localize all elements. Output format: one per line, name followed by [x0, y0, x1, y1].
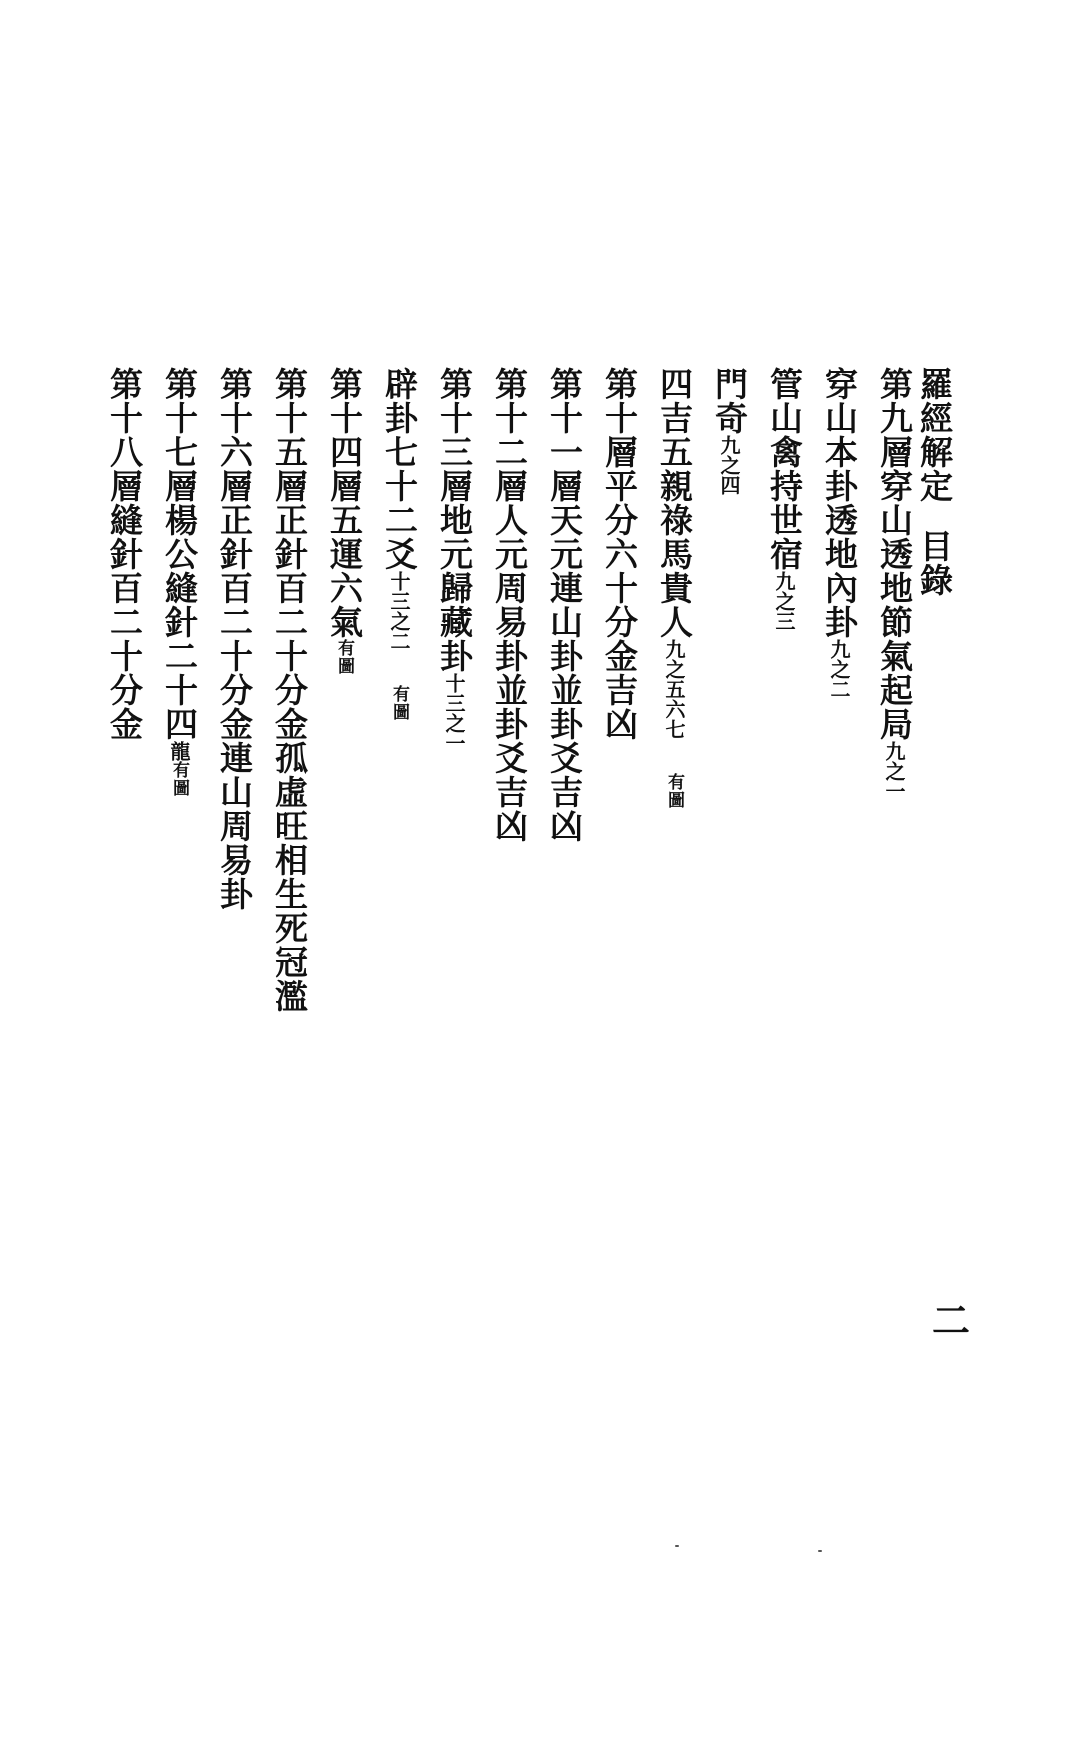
toc-entry-main: 第九層穿山透地節氣起局 [875, 367, 914, 741]
toc-entry-main: 穿山本卦透地內卦 [820, 367, 859, 639]
toc-entry-main: 門奇 [710, 367, 749, 435]
toc-entry [105, 367, 144, 741]
book-title: 羅經解定 [915, 367, 954, 503]
toc-entry-main: 第十六層正針百二十分金連山周易卦 [215, 367, 254, 911]
toc-entry-sub: 十三之一 [442, 673, 466, 753]
toc-entry [820, 367, 859, 699]
toc-entry-sub: 九之二 [827, 639, 851, 699]
toc-entry [270, 367, 309, 1013]
toc-entry-sub: 龍 [167, 741, 191, 761]
toc-entry-main: 辟卦七十二爻 [380, 367, 419, 571]
toc-entry-note: 有圖 [334, 639, 354, 675]
toc-entry-sub: 十三之二 [387, 571, 411, 651]
toc-entry-note: 有圖 [389, 685, 409, 721]
toc-entry-main: 第十五層正針百二十分金孤虛旺相生死冠濫 [270, 367, 309, 1013]
toc-entry-main: 四吉五親祿馬貴人 [655, 367, 694, 639]
toc-entry-main: 第十三層地元歸藏卦 [435, 367, 474, 673]
toc-entry-main: 第十一層天元連山卦並卦爻吉凶 [545, 367, 584, 843]
toc-entry-main: 第十八層縫針百二十分金 [105, 367, 144, 741]
toc-entry [325, 367, 364, 675]
toc-entry [710, 367, 749, 495]
toc-entry-main: 第十四層五運六氣 [325, 367, 364, 639]
toc-entry-sub: 九之一 [882, 741, 906, 801]
toc-entry-main: 第十七層楊公縫針二十四 [160, 367, 199, 741]
toc-entry [765, 367, 804, 631]
toc-entry [655, 367, 694, 809]
toc-heading: 目錄 [915, 529, 954, 597]
toc-entry-note: 有圖 [169, 761, 189, 797]
toc-entry-main: 第十層平分六十分金吉凶 [600, 367, 639, 741]
toc-entry [215, 367, 254, 911]
page-number: 二 [932, 1298, 971, 1343]
toc-entry [545, 367, 584, 843]
toc-entry [160, 367, 199, 797]
toc-entry-main: 管山禽持世宿 [765, 367, 804, 571]
toc-entry-sub: 九之四 [717, 435, 741, 495]
toc-entry [875, 367, 914, 801]
toc-entry-sub: 九之五六七 [662, 639, 686, 739]
toc-title-column [915, 367, 954, 597]
toc-entry [435, 367, 474, 753]
toc-entry-main: 第十二層人元周易卦並卦爻吉凶 [490, 367, 529, 843]
toc-entry [380, 367, 419, 721]
toc-entry-note: 有圖 [664, 773, 684, 809]
toc-entry [600, 367, 639, 741]
toc-entry [490, 367, 529, 843]
scan-speck [818, 1550, 822, 1552]
toc-entry-sub: 九之三 [772, 571, 796, 631]
scan-speck [675, 1545, 679, 1547]
